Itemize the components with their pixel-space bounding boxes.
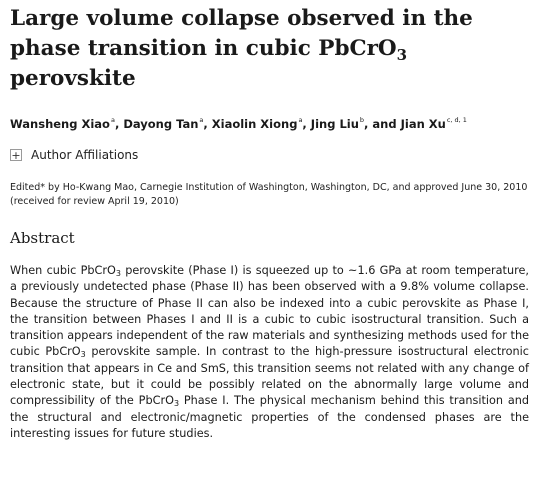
abstract-text-part: When cubic PbCrO (10, 264, 116, 277)
author-list (10, 116, 530, 132)
author-separator: , (203, 117, 212, 131)
formula-subscript: 3 (173, 399, 180, 409)
author-name[interactable]: Jian Xu (400, 117, 446, 131)
author-separator: , and (364, 117, 401, 131)
author-affiliation-marker[interactable]: b (359, 116, 365, 124)
author-affiliation-marker[interactable]: c, d, 1 (446, 116, 467, 124)
formula-subscript: 3 (80, 350, 86, 360)
author[interactable] (311, 117, 364, 131)
author-affiliation-marker[interactable]: a (298, 116, 303, 124)
author[interactable] (10, 117, 115, 131)
abstract-heading: Abstract (10, 229, 75, 247)
formula-subscript: 3 (115, 269, 121, 278)
title-text: Large volume collapse observed in the phase transition in cubic PbCrO (10, 6, 473, 61)
author-affiliation-marker[interactable]: a (110, 116, 115, 124)
author-affiliations-toggle[interactable] (10, 147, 138, 163)
editorial-note: Edited* by Ho-Kwang Mao, Carnegie Institution of Washington, Washington, DC, and approved June 30, 2010 (received for review April 19, 2010) (10, 182, 528, 207)
author-name[interactable]: Xiaolin Xiong (211, 117, 298, 131)
abstract-text-part: perovskite sample. In contrast to the high-pressure isostructural electronic transition that appears in Ce and SmS, this transition seems not related with any change of electronic state, but it could be possibly related on the abnormally large volume and compressibility of the PbCrO (10, 345, 529, 408)
author-name[interactable]: Jing Liu (310, 117, 359, 131)
author[interactable] (123, 117, 203, 131)
abstract-text (10, 263, 529, 442)
abstract-text-part: perovskite (Phase I) is squeezed up to ~1.6 GPa at room temperature, a previously undetected phase (Phase II) has been observed with a 9.8% volume collapse. Because the structure of Phase II can also be indexed into a cubic perovskite as Phase I, the transition between Phases I and II is a cubic to cubic isostructural transition. Such a transition appears independent of the raw materials and synthesizing methods used for the cubic PbCrO (10, 264, 529, 359)
abstract-text-part: Phase I. The physical mechanism behind this transition and the structural and electronic/magnetic properties of the condensed phases are the interesting issues for future studies. (10, 394, 529, 440)
author-name[interactable]: Wansheng Xiao (10, 117, 110, 131)
article-title (10, 4, 530, 94)
author-separator: , (302, 117, 311, 131)
author-affiliations-label[interactable]: Author Affiliations (31, 148, 139, 162)
author-affiliation-marker[interactable]: a (199, 116, 204, 124)
author-name[interactable]: Dayong Tan (123, 117, 199, 131)
author[interactable] (212, 117, 303, 131)
title-subscript: 3 (396, 46, 408, 64)
plus-icon[interactable]: + (11, 148, 21, 162)
author[interactable] (401, 117, 467, 131)
author-separator: , (114, 117, 124, 131)
title-text-end: perovskite (10, 66, 136, 91)
